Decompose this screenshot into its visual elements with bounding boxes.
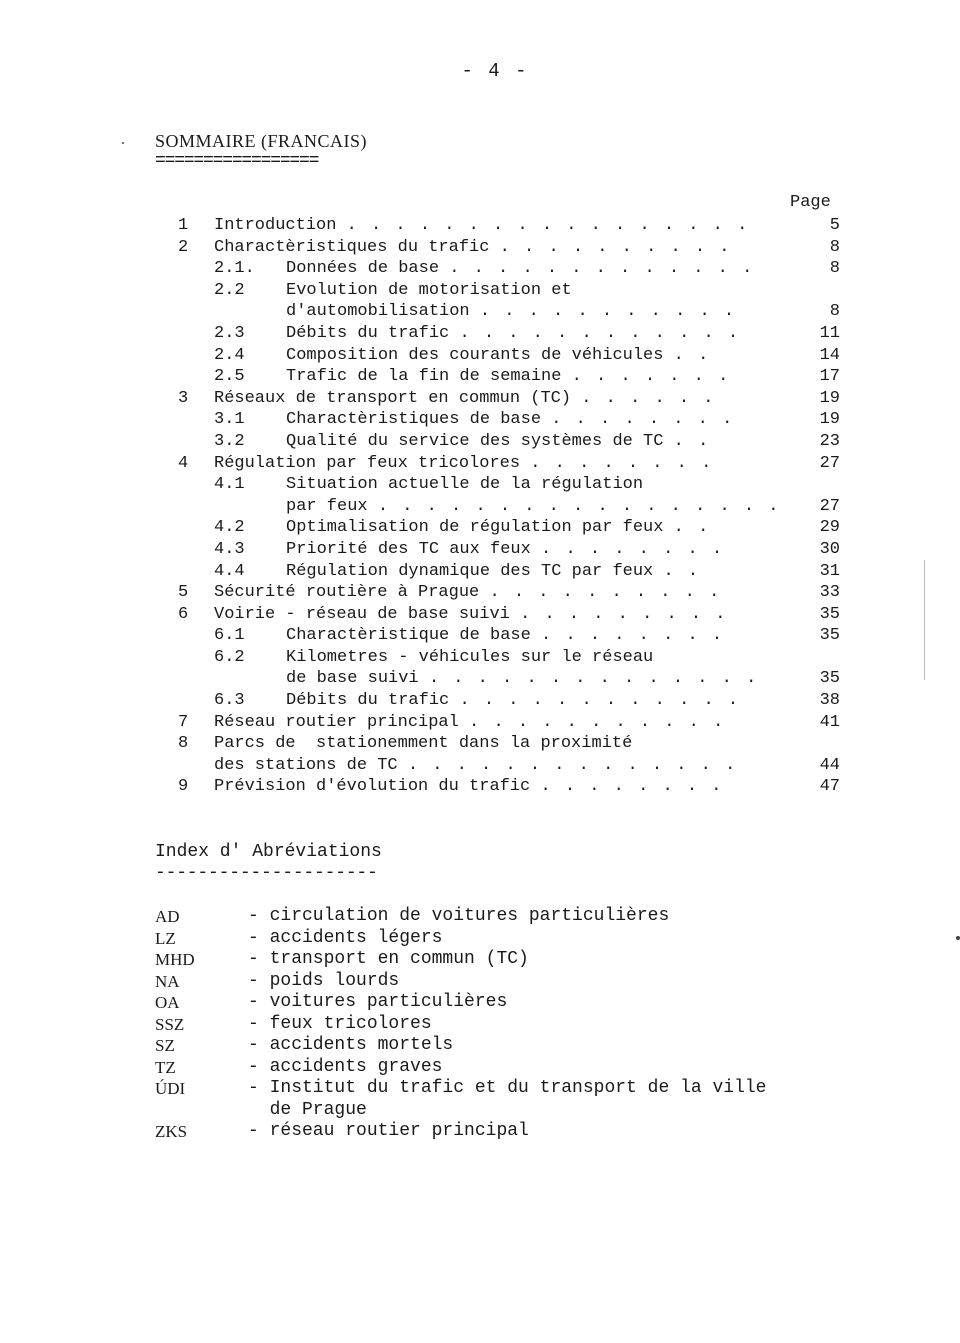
toc-leader-dots: . . . . . . . . .	[520, 604, 728, 624]
toc-entry-title	[286, 474, 643, 496]
toc-page-column-header: Page	[790, 193, 831, 212]
toc-entry-title	[286, 431, 710, 453]
toc-entry-number: 4.2	[214, 518, 245, 538]
toc-leader-dots: . . . . . . . . . . . . . .	[428, 669, 759, 689]
toc-entry-text: Débits du trafic	[286, 323, 450, 343]
toc-entry-text: des stations de TC	[214, 755, 398, 775]
toc-entry-page: 44	[819, 755, 840, 775]
toc-entry	[0, 323, 960, 345]
abbreviation-entry	[155, 1100, 855, 1122]
toc-entry-title	[214, 388, 715, 410]
table-of-contents	[0, 215, 960, 798]
toc-entry	[0, 496, 960, 518]
toc-entry-text: Réseau routier principal	[214, 712, 459, 732]
abbreviations-title: Index d' Abréviations	[155, 842, 382, 862]
toc-entry-number: 2.5	[214, 367, 245, 387]
abbreviation-definition: de Prague	[248, 1099, 367, 1120]
toc-entry-text: Evolution de motorisation et	[286, 280, 572, 300]
abbreviation-code: TZ	[155, 1057, 176, 1077]
abbreviation-definition: - accidents légers	[248, 927, 443, 948]
toc-entry	[0, 625, 960, 647]
toc-leader-dots: . . . . . . . . . . . . . . . . .	[346, 216, 750, 235]
toc-entry-text: Composition des courants de véhicules	[286, 345, 664, 365]
abbreviation-entry	[155, 949, 855, 971]
toc-entry-number: 2	[178, 237, 189, 257]
toc-entry-title	[286, 496, 780, 518]
toc-entry-text: Parcs de stationemment dans la proximité	[214, 734, 633, 754]
toc-entry-number: 4.1	[214, 475, 245, 495]
scan-speck	[956, 936, 960, 940]
toc-entry-title	[214, 453, 713, 475]
toc-entry-text: Optimalisation de régulation par feux	[286, 518, 664, 538]
toc-title: SOMMAIRE (FRANCAIS)	[155, 131, 368, 151]
toc-leader-dots: . . . . . . . . . .	[489, 583, 722, 603]
abbreviation-entry	[155, 1014, 855, 1036]
toc-entry	[0, 366, 960, 388]
toc-entry-number: 4	[178, 453, 189, 473]
toc-entry-page: 35	[819, 669, 840, 689]
toc-entry-title	[286, 345, 710, 367]
toc-entry-page: 27	[819, 496, 840, 516]
toc-entry-number: 9	[178, 777, 189, 797]
toc-entry	[0, 301, 960, 323]
abbreviation-definition: - Institut du trafic et du transport de la ville	[248, 1078, 767, 1098]
toc-leader-dots: . . . . . . . .	[551, 410, 735, 430]
toc-title-underline: =================	[155, 151, 319, 171]
abbreviation-code: ÚDI	[155, 1079, 186, 1098]
toc-entry-page: 17	[819, 367, 840, 387]
toc-entry-page: 19	[819, 410, 840, 430]
toc-leader-dots: . . . . . . . .	[541, 539, 725, 559]
toc-entry-page: 33	[819, 583, 840, 603]
toc-entry-page: 19	[819, 388, 840, 408]
abbreviation-definition: - accidents graves	[248, 1056, 443, 1077]
abbreviation-entry	[155, 1057, 855, 1079]
toc-entry	[0, 561, 960, 583]
toc-entry-text: Situation actuelle de la régulation	[286, 475, 644, 495]
toc-entry-number: 3.1	[214, 410, 245, 430]
toc-entry	[0, 647, 960, 669]
toc-entry-text: Charactèristiques du trafic	[214, 237, 490, 257]
toc-entry-text: Voirie - réseau de base suivi	[214, 604, 510, 624]
abbreviation-code: AD	[155, 907, 180, 926]
toc-entry-page: 8	[829, 259, 840, 279]
toc-leader-dots: . . . . . . .	[571, 367, 731, 387]
toc-leader-dots: . . . . . . . .	[530, 453, 714, 473]
toc-entry-page: 35	[819, 604, 840, 624]
toc-entry-page: 14	[819, 345, 840, 365]
toc-entry-page: 8	[829, 237, 840, 257]
abbreviation-code: ZKS	[155, 1122, 188, 1141]
abbreviation-entry	[155, 1078, 855, 1100]
abbreviation-code: SSZ	[155, 1014, 185, 1034]
abbreviation-entry	[155, 1035, 855, 1057]
toc-leader-dots: . . . . . . . . . . .	[469, 712, 726, 732]
abbreviations-list	[155, 906, 855, 1143]
toc-entry-number: 2.2	[214, 280, 245, 300]
toc-entry-number: 4.3	[214, 539, 245, 559]
toc-entry-text: Débits du trafic	[286, 691, 450, 711]
toc-entry-page: 29	[819, 518, 840, 538]
abbreviation-entry	[155, 992, 855, 1014]
toc-entry	[0, 582, 960, 604]
toc-entry-text: Données de base	[286, 259, 440, 279]
abbreviation-code: SZ	[155, 1036, 175, 1055]
toc-entry-text: Sécurité routière à Prague	[214, 583, 480, 603]
toc-leader-dots: . .	[663, 561, 701, 581]
toc-entry-text: Introduction	[214, 216, 337, 235]
toc-entry-title	[286, 668, 758, 690]
toc-entry-text: Kilometres - véhicules sur le réseau	[286, 647, 654, 667]
toc-entry-title	[214, 604, 728, 626]
abbreviation-definition: - feux tricolores	[248, 1013, 432, 1034]
toc-entry-page: 41	[819, 712, 840, 732]
toc-leader-dots: . .	[673, 518, 711, 538]
toc-entry-title	[286, 301, 736, 323]
toc-leader-dots: . .	[673, 431, 711, 451]
toc-entry	[0, 258, 960, 280]
toc-entry-text: de base suivi	[286, 669, 419, 689]
toc-entry-number: 6.1	[214, 626, 245, 646]
toc-entry-page: 11	[819, 323, 840, 343]
toc-leader-dots: . . . . . . . . . . . .	[459, 691, 741, 711]
toc-entry	[0, 237, 960, 259]
toc-entry	[0, 453, 960, 475]
toc-entry-title	[286, 517, 710, 539]
toc-entry-text: Charactèristique de base	[286, 626, 531, 646]
scan-margin-line	[924, 560, 925, 680]
toc-entry-title	[214, 755, 737, 777]
toc-entry	[0, 539, 960, 561]
toc-entry-number: 2.3	[214, 323, 245, 343]
abbreviation-definition: - accidents mortels	[248, 1035, 454, 1055]
toc-entry-number: 8	[178, 734, 189, 754]
toc-entry-title	[214, 215, 749, 237]
toc-entry-page: 38	[819, 691, 840, 711]
toc-entry	[0, 409, 960, 431]
toc-entry	[0, 431, 960, 453]
abbreviation-definition: - circulation de voitures particulières	[248, 906, 670, 926]
abbreviation-entry	[155, 971, 855, 993]
toc-entry	[0, 755, 960, 777]
toc-entry-number: 3.2	[214, 431, 245, 451]
toc-entry-number: 2.4	[214, 345, 245, 365]
scan-speck	[122, 142, 124, 144]
abbreviation-code: MHD	[155, 950, 195, 969]
toc-entry	[0, 345, 960, 367]
toc-leader-dots: . . . . . . . . . . . . .	[449, 259, 755, 279]
toc-entry-title	[214, 776, 724, 798]
toc-entry-title	[286, 323, 740, 345]
toc-entry-page: 30	[819, 539, 840, 559]
toc-entry-number: 7	[178, 712, 189, 732]
toc-entry-number: 6	[178, 604, 189, 624]
abbreviation-entry	[155, 1121, 855, 1143]
abbreviation-definition: - réseau routier principal	[248, 1121, 529, 1141]
toc-entry-number: 3	[178, 388, 189, 408]
toc-entry-title	[286, 625, 724, 647]
toc-entry	[0, 668, 960, 690]
toc-entry-title	[214, 733, 632, 755]
toc-entry-text: Régulation dynamique des TC par feux	[286, 561, 654, 581]
toc-entry-number: 4.4	[214, 561, 245, 581]
toc-entry-number: 6.2	[214, 647, 245, 667]
toc-entry	[0, 712, 960, 734]
toc-entry-title	[286, 280, 572, 302]
toc-entry-text: Qualité du service des systèmes de TC	[286, 431, 664, 451]
toc-leader-dots: . . . . . . . . . . .	[479, 302, 737, 322]
toc-entry-page: 8	[829, 302, 840, 322]
abbreviation-entry	[155, 928, 855, 950]
toc-entry-title	[214, 237, 732, 259]
abbreviation-code: OA	[155, 993, 180, 1012]
toc-entry-text: Charactèristiques de base	[286, 410, 542, 430]
toc-entry	[0, 215, 960, 237]
toc-leader-dots: . . . . . . . . . .	[499, 237, 732, 257]
toc-entry-title	[286, 366, 730, 388]
toc-entry-number: 2.1.	[214, 259, 255, 279]
toc-entry-text: par feux	[286, 496, 368, 516]
toc-entry-title	[286, 561, 700, 583]
toc-leader-dots: . . . . . . . . . . . . . .	[407, 755, 738, 775]
toc-entry-title	[286, 647, 653, 669]
toc-entry-number: 5	[178, 583, 189, 603]
toc-entry	[0, 733, 960, 755]
page-number: - 4 -	[461, 60, 529, 82]
toc-entry-text: Réseaux de transport en commun (TC)	[214, 388, 572, 408]
toc-entry	[0, 388, 960, 410]
toc-entry-number: 1	[178, 216, 189, 235]
toc-entry-page: 23	[819, 431, 840, 451]
toc-leader-dots: . . . . . . . . . . . .	[459, 323, 741, 343]
toc-entry-text: d'automobilisation	[286, 302, 470, 322]
toc-entry	[0, 690, 960, 712]
toc-entry-title	[214, 582, 721, 604]
toc-entry-title	[286, 539, 724, 561]
toc-entry-text: Prévision d'évolution du trafic	[214, 777, 531, 797]
toc-entry-page: 47	[819, 777, 840, 797]
toc-entry-number: 6.3	[214, 691, 245, 711]
abbreviation-definition: - voitures particulières	[248, 992, 508, 1012]
toc-entry	[0, 280, 960, 302]
toc-entry	[0, 517, 960, 539]
toc-entry-page: 31	[819, 561, 840, 581]
toc-entry-text: Priorité des TC aux feux	[286, 539, 531, 559]
abbreviation-code: LZ	[155, 928, 176, 948]
abbreviation-entry	[155, 906, 855, 928]
toc-entry-text: Trafic de la fin de semaine	[286, 367, 562, 387]
toc-entry-page: 27	[819, 453, 840, 473]
toc-entry-title	[286, 690, 740, 712]
toc-entry-title	[286, 409, 734, 431]
toc-leader-dots: . . . . . . . .	[541, 626, 725, 646]
abbreviation-definition: - transport en commun (TC)	[248, 949, 529, 969]
toc-entry-page: 35	[819, 626, 840, 646]
toc-leader-dots: . .	[673, 345, 711, 365]
toc-entry-text: Régulation par feux tricolores	[214, 453, 521, 473]
abbreviations-title-underline: ---------------------	[155, 863, 378, 883]
toc-entry-title	[214, 712, 725, 734]
toc-entry-title	[286, 258, 754, 280]
toc-leader-dots: . . . . . .	[581, 388, 716, 408]
toc-leader-dots: . . . . . . . .	[540, 777, 724, 797]
abbreviation-definition: - poids lourds	[248, 970, 400, 991]
toc-entry	[0, 776, 960, 798]
toc-entry	[0, 474, 960, 496]
toc-leader-dots: . . . . . . . . . . . . . . . . .	[377, 496, 781, 516]
toc-entry-page: 5	[829, 216, 840, 235]
abbreviation-code: NA	[155, 971, 180, 991]
toc-entry	[0, 604, 960, 626]
